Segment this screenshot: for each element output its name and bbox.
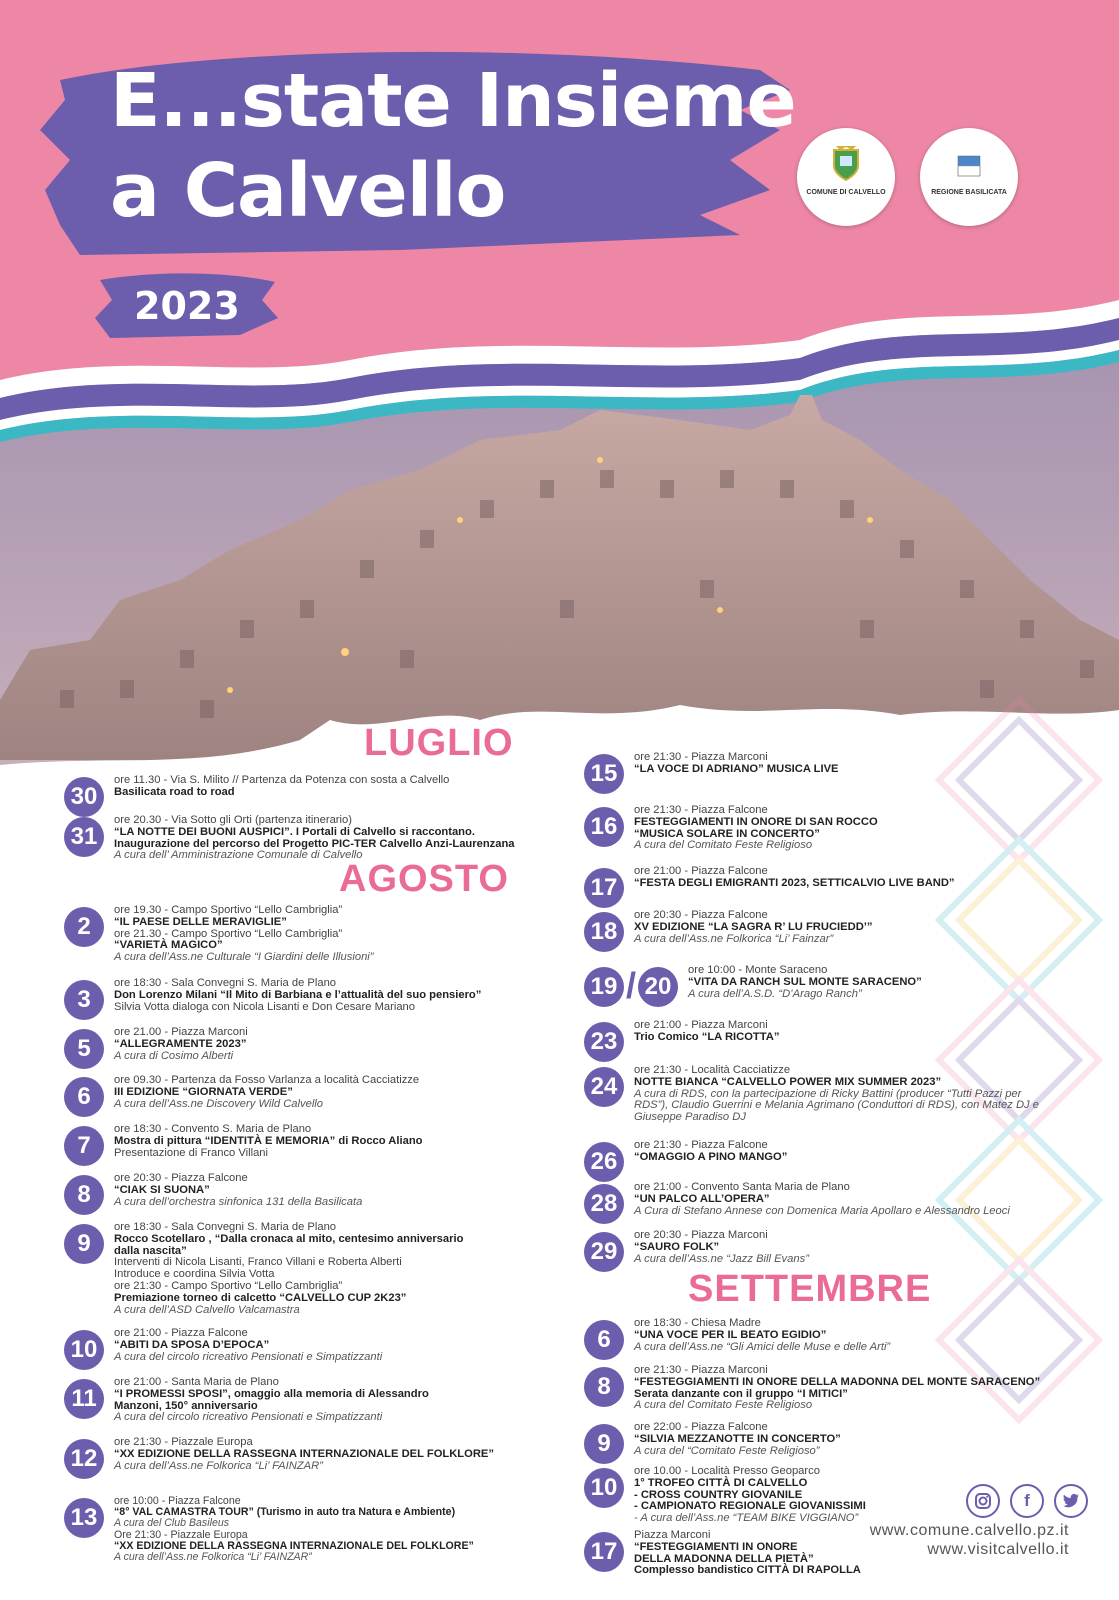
event-aug-29 (584, 1230, 809, 1272)
event-organizer: A cura dell’A.S.D. “D’Arago Ranch” (688, 987, 862, 1000)
event-time: ore 21:00 - Piazza Falcone (114, 1327, 248, 1339)
region-flag-icon (953, 146, 985, 182)
day-badge: 15 (584, 754, 624, 794)
day-badge: 9 (584, 1424, 624, 1464)
event-aug-7 (64, 1124, 423, 1166)
event-title: 1° TROFEO CITTÀ DI CALVELLO (634, 1476, 808, 1489)
event-organizer: A cura del “Comitato Feste Religioso” (634, 1444, 820, 1457)
date-range-slash: / (626, 965, 637, 1006)
event-time: ore 21:30 - Piazza Marconi (634, 1364, 768, 1376)
event-time: ore 21:00 - Santa Maria de Plano (114, 1376, 279, 1388)
event-title: “VARIETÀ MAGICO” (114, 939, 223, 952)
day-badge: 3 (64, 980, 104, 1020)
event-title: Manzoni, 150° anniversario (114, 1399, 258, 1412)
event-title: III EDIZIONE “GIORNATA VERDE” (114, 1085, 293, 1098)
event-time: ore 21:30 - Piazza Marconi (634, 751, 768, 763)
event-title: Basilicata road to road (114, 785, 235, 798)
twitter-icon[interactable] (1054, 1484, 1088, 1518)
event-aug-6 (64, 1075, 419, 1117)
website-link-comune[interactable]: www.comune.calvello.pz.it (869, 1522, 1069, 1539)
day-badge: 6 (64, 1077, 104, 1117)
day-badge: 9 (64, 1224, 104, 1264)
event-detail: - CROSS COUNTRY GIOVANILE (634, 1488, 803, 1501)
event-location: Piazza Marconi (634, 1529, 711, 1541)
event-title: dalla nascita” (114, 1244, 187, 1257)
event-organizer: A Cura di Stefano Annese con Domenica Maria Apollaro e Alessandro Leoci (634, 1204, 1010, 1217)
event-title: “ABITI DA SPOSA D’EPOCA” (114, 1338, 270, 1351)
event-aug-16 (584, 805, 878, 852)
title-line-2: a Calvello (110, 148, 506, 234)
event-organizer: A cura di Cosimo Alberti (114, 1049, 234, 1062)
event-organizer: A cura del Comitato Feste Religioso (634, 1399, 813, 1412)
event-organizer: A cura dell’ASD Calvello Valcamastra (114, 1303, 300, 1316)
month-settembre: SETTEMBRE (688, 1268, 932, 1310)
event-title: “LA VOCE DI ADRIANO” MUSICA LIVE (634, 762, 839, 775)
day-badge: 11 (64, 1379, 104, 1419)
event-aug-24 (584, 1065, 1054, 1124)
event-organizer: A cura dell’ Amministrazione Comunale di Calvello (114, 849, 363, 862)
event-time: ore 19.30 - Campo Sportivo “Lello Cambriglia” (114, 904, 343, 916)
event-aug-12 (64, 1437, 494, 1479)
event-time: ore 21:00 - Piazza Marconi (634, 1019, 768, 1031)
event-title: “UNA VOCE PER IL BEATO EGIDIO” (634, 1328, 827, 1341)
day-badge-2: 20 (638, 967, 678, 1007)
event-title: “CIAK SI SUONA” (114, 1183, 210, 1196)
event-time: ore 21:00 - Convento Santa Maria de Plano (634, 1181, 850, 1193)
title-line-1: E...state Insieme (110, 58, 796, 144)
event-time: ore 20:30 - Piazza Marconi (634, 1229, 768, 1241)
event-title: Premiazione torneo di calcetto “CALVELLO CUP 2K23” (114, 1291, 407, 1304)
day-badge: 16 (584, 807, 624, 847)
event-aug-15 (584, 752, 839, 794)
event-time: ore 21:30 - Piazzale Europa (114, 1436, 253, 1448)
event-time: ore 21.00 - Piazza Marconi (114, 1026, 248, 1038)
event-title: “SILVIA MEZZANOTTE IN CONCERTO” (634, 1432, 841, 1445)
day-badge: 8 (584, 1367, 624, 1407)
event-time: ore 21:30 - Località Cacciatizze (634, 1064, 791, 1076)
day-badge: 29 (584, 1232, 624, 1272)
day-badge: 18 (584, 912, 624, 952)
year-label: 2023 (134, 284, 240, 328)
event-title: Don Lorenzo Milani “Il Mito di Barbiana e l’attualità del suo pensiero” (114, 988, 482, 1001)
event-aug-8 (64, 1173, 362, 1215)
event-aug-18 (584, 910, 872, 952)
event-organizer: A cura dell’Ass.ne Culturale “I Giardini delle Illusioni” (114, 951, 374, 964)
event-title: “FESTEGGIAMENTI IN ONORE (634, 1540, 798, 1553)
event-time: ore 21:00 - Piazza Falcone (634, 865, 768, 877)
event-sep-9 (584, 1422, 841, 1464)
event-detail: - CAMPIONATO REGIONALE GIOVANISSIMI (634, 1500, 866, 1513)
regione-caption: REGIONE BASILICATA (931, 189, 1007, 196)
event-organizer: A cura dell’Ass.ne Discovery Wild Calvello (114, 1097, 324, 1110)
event-title: Rocco Scotellaro , “Dalla cronaca al mito, centesimo anniversario (114, 1232, 464, 1245)
event-time: ore 10:00 - Piazza Falcone (114, 1495, 241, 1507)
event-title: Trio Comico “LA RICOTTA” (634, 1030, 780, 1043)
day-badge: 28 (584, 1184, 624, 1224)
event-title: “UN PALCO ALL’OPERA” (634, 1192, 770, 1205)
day-badge: 8 (64, 1175, 104, 1215)
event-detail: Interventi di Nicola Lisanti, Franco Villani e Roberta Alberti (114, 1256, 402, 1269)
comune-caption: COMUNE DI CALVELLO (806, 189, 886, 196)
event-title: NOTTE BIANCA “CALVELLO POWER MIX SUMMER 2023” (634, 1075, 942, 1088)
event-title: XV EDIZIONE “LA SAGRA R’ LU FRUCIEDD’” (634, 920, 873, 933)
event-title: “FESTA DEGLI EMIGRANTI 2023, SETTICALVIO LIVE BAND” (634, 876, 955, 889)
event-detail: Introduce e coordina Silvia Votta (114, 1268, 275, 1281)
event-aug-10 (64, 1328, 382, 1370)
event-aug-2 (64, 905, 374, 964)
facebook-icon[interactable]: f (1010, 1484, 1044, 1518)
day-badge: 24 (584, 1067, 624, 1107)
event-aug-11 (64, 1377, 429, 1424)
event-time: ore 20:30 - Piazza Falcone (114, 1172, 248, 1184)
event-time: ore 18:30 - Convento S. Maria de Plano (114, 1123, 312, 1135)
day-badge: 5 (64, 1029, 104, 1069)
event-aug-28 (584, 1182, 1010, 1224)
event-detail: Presentazione di Franco Villani (114, 1146, 269, 1159)
event-sep-17 (584, 1530, 861, 1577)
event-organizer: A cura dell’Ass.ne Folkorica “Li’ FAINZAR” (114, 1551, 312, 1564)
event-title: “FESTEGGIAMENTI IN ONORE DELLA MADONNA DEL MONTE SARACENO” (634, 1375, 1041, 1388)
event-organizer: A cura dell’Ass.ne “Jazz Bill Evans” (634, 1252, 809, 1265)
day-badge: 23 (584, 1022, 624, 1062)
event-time: ore 18:30 - Chiesa Madre (634, 1317, 761, 1329)
event-organizer: A cura dell’Ass.ne Folkorica “Li’ FAINZAR” (114, 1459, 323, 1472)
event-organizer: A cura dell’Ass.ne “Gli Amici delle Muse e delle Arti” (634, 1340, 891, 1353)
event-aug-23 (584, 1020, 779, 1062)
event-title: “I PROMESSI SPOSI”, omaggio alla memoria di Alessandro (114, 1387, 429, 1400)
event-aug-5 (64, 1027, 248, 1069)
event-aug-19-20 (584, 965, 922, 1007)
event-title: “8° VAL CAMASTRA TOUR” (Turismo in auto tra Natura e Ambiente) (114, 1506, 456, 1519)
day-badge: 7 (64, 1126, 104, 1166)
coat-of-arms-icon (830, 146, 862, 182)
day-badge: 10 (584, 1468, 624, 1508)
event-aug-9 (64, 1222, 463, 1316)
event-organizer: - A cura dell’Ass.ne “TEAM BIKE VIGGIANO” (634, 1512, 859, 1525)
event-jul-30 (64, 775, 449, 817)
day-badge: 13 (64, 1498, 104, 1538)
event-aug-26 (584, 1140, 787, 1182)
event-time: ore 11.30 - Via S. Milito // Partenza da Potenza con sosta a Calvello (114, 774, 450, 786)
event-aug-13 (64, 1496, 474, 1563)
event-time: ore 18:30 - Sala Convegni S. Maria de Plano (114, 1221, 337, 1233)
event-time: ore 10.00 - Località Presso Geoparco (634, 1465, 820, 1477)
event-jul-31 (64, 815, 515, 862)
day-badge: 17 (584, 1532, 624, 1572)
event-organizer: A cura del Club Basileus (114, 1517, 230, 1530)
event-title: “IL PAESE DELLE MERAVIGLIE” (114, 915, 287, 928)
day-badge: 31 (64, 817, 104, 857)
day-badge: 2 (64, 907, 104, 947)
event-time: ore 21.30 - Campo Sportivo “Lello Cambriglia” (114, 927, 343, 940)
event-time: ore 21:30 - Campo Sportivo “Lello Cambriglia” (114, 1279, 343, 1292)
day-badge: 17 (584, 868, 624, 908)
event-detail: Complesso bandistico CITTÀ DI RAPOLLA (634, 1564, 861, 1577)
event-time: ore 09.30 - Partenza da Fosso Varlanza a località Cacciatizze (114, 1074, 420, 1086)
event-organizer: A cura del circolo ricreativo Pensionati e Simpatizzanti (114, 1411, 383, 1424)
event-title: “ALLEGRAMENTE 2023” (114, 1037, 247, 1050)
event-detail: Inaugurazione del percorso del Progetto PIC-TER Calvello Anzi-Laurenzana (114, 837, 515, 850)
event-time: ore 22:00 - Piazza Falcone (634, 1421, 768, 1433)
event-organizer: A cura del circolo ricreativo Pensionati e Simpatizzanti (114, 1350, 383, 1363)
event-title: “VITA DA RANCH SUL MONTE SARACENO” (688, 975, 922, 988)
event-detail: Silvia Votta dialoga con Nicola Lisanti e Don Cesare Mariano (114, 1000, 415, 1013)
month-agosto: AGOSTO (339, 858, 509, 900)
event-time: ore 18:30 - Sala Convegni S. Maria de Plano (114, 977, 337, 989)
event-organizer: A cura del Comitato Feste Religioso (634, 839, 813, 852)
regione-logo (920, 128, 1018, 226)
event-organizer: A cura dell’orchestra sinfonica 131 della Basilicata (114, 1195, 363, 1208)
event-time: ore 21:30 - Piazza Falcone (634, 804, 768, 816)
event-organizer: A cura di RDS, con la partecipazione di Ricky Battini (producer “Tutti Pazzi per RDS”), Claudio Guerrini e Melania Agrimano (Conduttori di RDS), con Matez DJ e Giuseppe Paradiso DJ (634, 1087, 1039, 1124)
event-organizer: A cura dell’Ass.ne Folkorica “Li’ Fainzar” (634, 932, 834, 945)
event-sep-6 (584, 1318, 890, 1360)
event-time: Ore 21:30 - Piazzale Europa (114, 1528, 248, 1541)
day-badge: 12 (64, 1439, 104, 1479)
event-title: “OMAGGIO A PINO MANGO” (634, 1150, 788, 1163)
month-luglio: LUGLIO (364, 722, 514, 764)
day-badge: 10 (64, 1330, 104, 1370)
event-title: “XX EDIZIONE DELLA RASSEGNA INTERNAZIONALE DEL FOLKLORE” (114, 1447, 494, 1460)
event-title: Mostra di pittura “IDENTITÀ E MEMORIA” di Rocco Aliano (114, 1134, 423, 1147)
day-badge: 30 (64, 777, 104, 817)
day-badge: 26 (584, 1142, 624, 1182)
event-detail: Serata danzante con il gruppo “I MITICI” (634, 1387, 848, 1400)
event-time: ore 20.30 - Via Sotto gli Orti (partenza itinerario) (114, 814, 352, 826)
event-sep-10 (584, 1466, 866, 1525)
day-badge: 19 (584, 967, 624, 1007)
event-time: ore 20:30 - Piazza Falcone (634, 909, 768, 921)
event-aug-3 (64, 978, 481, 1020)
event-title: “XX EDIZIONE DELLA RASSEGNA INTERNAZIONALE DEL FOLKLORE” (114, 1539, 474, 1552)
event-time: ore 21:30 - Piazza Falcone (634, 1139, 768, 1151)
instagram-icon[interactable] (966, 1484, 1000, 1518)
event-title: “LA NOTTE DEI BUONI AUSPICI”. I Portali di Calvello si raccontano. (114, 825, 475, 838)
comune-logo (797, 128, 895, 226)
event-title: “SAURO FOLK” (634, 1240, 720, 1253)
event-time: ore 10:00 - Monte Saraceno (688, 964, 828, 976)
event-aug-17 (584, 866, 955, 908)
event-title: DELLA MADONNA DELLA PIETÀ” (634, 1552, 814, 1565)
website-link-visit[interactable]: www.visitcalvello.it (927, 1541, 1069, 1558)
event-title: “MUSICA SOLARE IN CONCERTO” (634, 827, 820, 840)
event-sep-8 (584, 1365, 1040, 1412)
event-title: FESTEGGIAMENTI IN ONORE DI SAN ROCCO (634, 815, 878, 828)
day-badge: 6 (584, 1320, 624, 1360)
